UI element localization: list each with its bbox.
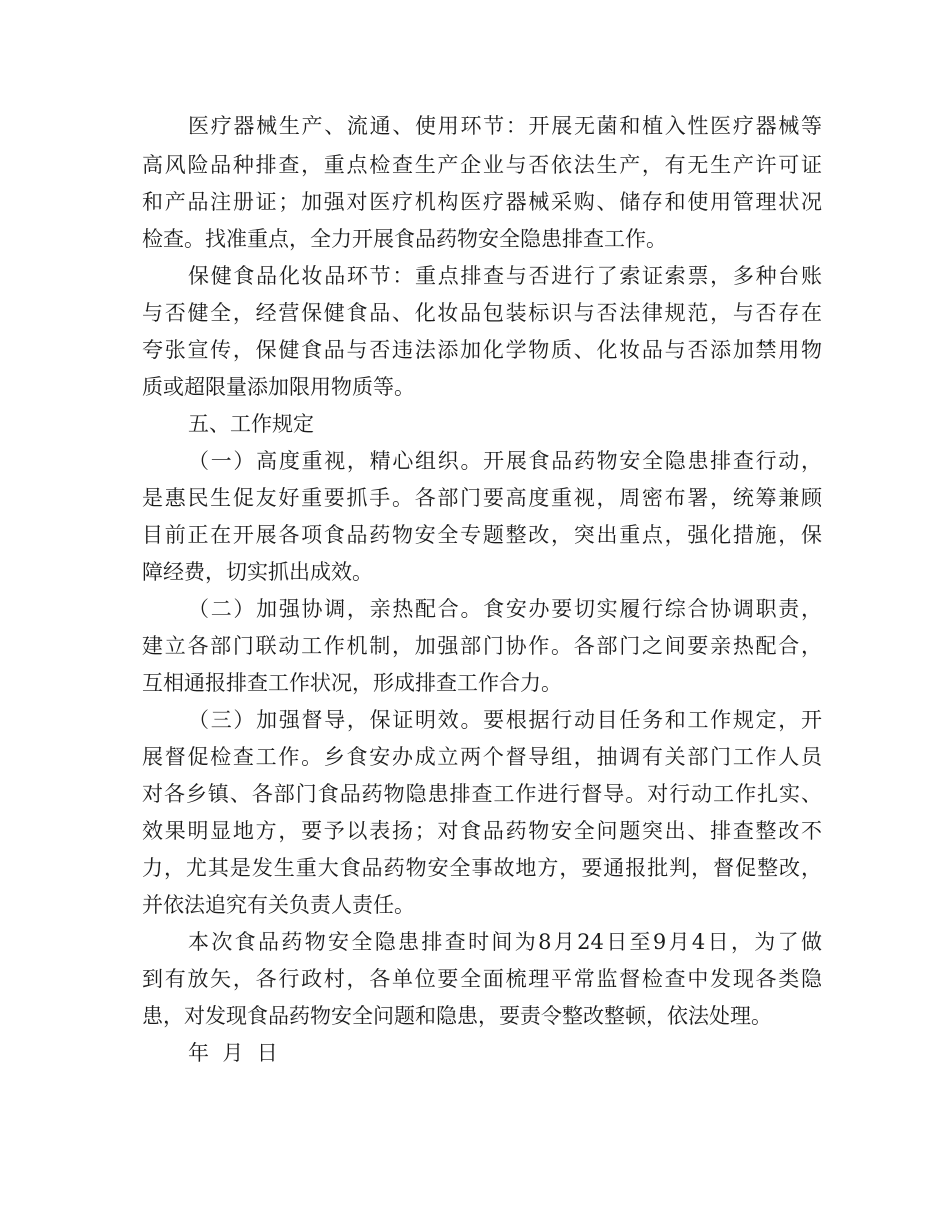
paragraph-line: 本次食品药物安全隐患排查时间为8月24日至9月4日，为了做 [188, 930, 822, 954]
paragraph-line: 展督促检查工作。乡食安办成立两个督导组，抽调有关部门工作人员 [142, 745, 822, 769]
paragraph-line: 夸张宣传，保健食品与否违法添加化学物质、化妆品与否添加禁用物 [142, 338, 822, 362]
paragraph-line: 保健食品化妆品环节：重点排查与否进行了索证索票，多种台账 [188, 264, 822, 288]
paragraph-line: 与否健全，经营保健食品、化妆品包装标识与否法律规范，与否存在 [142, 301, 822, 325]
paragraph-line: 障经费，切实抓出成效。 [142, 560, 373, 584]
paragraph-line: 对各乡镇、各部门食品药物隐患排查工作进行督导。对行动工作扎实、 [142, 782, 822, 806]
paragraph-line: （二）加强协调，亲热配合。食安办要切实履行综合协调职责， [188, 597, 822, 621]
paragraph-line: 并依法追究有关负责人责任。 [142, 893, 415, 917]
paragraph-line: 效果明显地方，要予以表扬；对食品药物安全问题突出、排查整改不 [142, 819, 822, 843]
paragraph-line: 医疗器械生产、流通、使用环节：开展无菌和植入性医疗器械等 [188, 114, 822, 138]
paragraph-line: 患，对发现食品药物安全问题和隐患，要责令整改整顿，依法处理。 [142, 1004, 772, 1028]
paragraph-line: 高风险品种排查，重点检查生产企业与否依法生产，有无生产许可证 [142, 153, 822, 177]
paragraph-line: 是惠民生促友好重要抓手。各部门要高度重视，周密布署，统筹兼顾 [142, 486, 822, 510]
paragraph-line: 力，尤其是发生重大食品药物安全事故地方，要通报批判，督促整改， [142, 856, 822, 880]
paragraph-line: 检查。找准重点，全力开展食品药物安全隐患排查工作。 [142, 227, 667, 251]
section-heading: 五、工作规定 [188, 412, 314, 436]
date-line: 年 月 日 [188, 1041, 278, 1065]
paragraph-line: 互相通报排查工作状况，形成排查工作合力。 [142, 671, 562, 695]
paragraph-line: 质或超限量添加限用物质等。 [142, 375, 415, 399]
paragraph-line: 目前正在开展各项食品药物安全专题整改，突出重点，强化措施，保 [142, 523, 822, 547]
paragraph-line: 建立各部门联动工作机制，加强部门协作。各部门之间要亲热配合， [142, 634, 822, 658]
paragraph-line: （一）高度重视，精心组织。开展食品药物安全隐患排查行动， [188, 449, 822, 473]
paragraph-line: 和产品注册证；加强对医疗机构医疗器械采购、储存和使用管理状况 [142, 190, 822, 214]
paragraph-line: 到有放矢，各行政村，各单位要全面梳理平常监督检查中发现各类隐 [142, 967, 822, 991]
paragraph-line: （三）加强督导，保证明效。要根据行动目任务和工作规定，开 [188, 708, 822, 732]
